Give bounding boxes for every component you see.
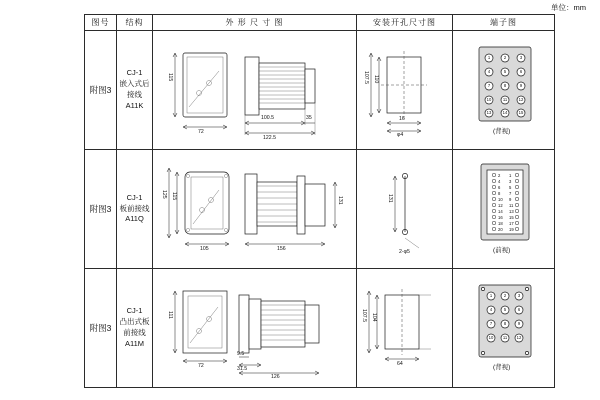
table-row xyxy=(85,31,555,150)
svg-text:9: 9 xyxy=(519,83,523,89)
row2-mounting-drawing xyxy=(357,150,453,269)
svg-text:18: 18 xyxy=(498,221,503,226)
row3-drawing-no: 附图3 xyxy=(85,269,117,388)
svg-text:11: 11 xyxy=(509,203,514,208)
row2-dim-156: 156 xyxy=(277,246,286,252)
svg-text:3: 3 xyxy=(519,55,523,61)
svg-text:14: 14 xyxy=(498,209,503,214)
unit-note: 单位：mm xyxy=(551,3,586,12)
svg-text:2: 2 xyxy=(503,293,507,299)
svg-text:8: 8 xyxy=(498,191,501,196)
row3-terminal-caption: (背视) xyxy=(493,364,511,371)
header-structure: 结构 xyxy=(117,15,153,31)
svg-text:16: 16 xyxy=(498,215,503,220)
row3-mount-107-5: 107.5 xyxy=(361,309,367,322)
row1-mount-16: 16 xyxy=(399,116,405,122)
header-terminal: 端子图 xyxy=(453,15,555,31)
row2-model: CJ-1 xyxy=(126,192,143,202)
row2-outline-drawing xyxy=(153,150,357,269)
row1-outline-drawing xyxy=(153,31,357,150)
row1-dim-100-5: 100.5 xyxy=(261,115,274,121)
dimension-table xyxy=(84,14,555,388)
svg-text:9: 9 xyxy=(517,321,521,327)
svg-text:2: 2 xyxy=(503,55,507,61)
row1-mount-phi4: φ4 xyxy=(397,132,404,138)
svg-text:8: 8 xyxy=(503,83,507,89)
svg-text:7: 7 xyxy=(489,321,493,327)
svg-text:7: 7 xyxy=(509,191,512,196)
svg-text:19: 19 xyxy=(509,227,514,232)
table-row xyxy=(85,150,555,269)
svg-text:6: 6 xyxy=(517,307,521,313)
row3-dim-9-5: 9.5 xyxy=(237,351,245,357)
svg-text:8: 8 xyxy=(503,321,507,327)
svg-text:5: 5 xyxy=(509,185,512,190)
svg-text:10: 10 xyxy=(486,97,492,103)
svg-text:20: 20 xyxy=(498,227,503,232)
row3-terminal-drawing xyxy=(453,269,555,388)
svg-text:1: 1 xyxy=(509,173,512,178)
svg-text:3: 3 xyxy=(517,293,521,299)
svg-text:4: 4 xyxy=(498,179,501,184)
svg-text:13: 13 xyxy=(486,110,492,116)
row1-drawing-no: 附图3 xyxy=(85,31,117,150)
row1-structure xyxy=(117,31,153,150)
row3-mount-104: 104 xyxy=(371,313,377,322)
row2-terminal-caption: (前视) xyxy=(493,247,511,254)
svg-text:3: 3 xyxy=(509,179,512,184)
svg-text:9: 9 xyxy=(509,197,512,202)
row1-terminal-caption: (背视) xyxy=(493,128,511,135)
row2-dim-115: 115 xyxy=(171,192,177,201)
svg-text:2: 2 xyxy=(498,173,501,178)
svg-text:15: 15 xyxy=(509,215,514,220)
row2-structure-text: 板前接线 xyxy=(119,203,150,213)
row3-outline-drawing xyxy=(153,269,357,388)
row1-terminal-drawing xyxy=(453,31,555,150)
svg-text:12: 12 xyxy=(518,97,524,103)
row3-code: A11M xyxy=(124,338,145,348)
svg-text:11: 11 xyxy=(502,97,508,103)
row2-code: A11Q xyxy=(125,214,144,224)
svg-text:4: 4 xyxy=(487,69,491,75)
row3-structure xyxy=(117,269,153,388)
svg-text:1: 1 xyxy=(487,55,491,61)
row3-model: CJ-1 xyxy=(126,306,143,316)
row3-mounting-drawing xyxy=(357,269,453,388)
row2-dim-131: 131 xyxy=(337,196,343,205)
row1-dim-115: 115 xyxy=(167,73,173,82)
row1-model: CJ-1 xyxy=(126,68,143,78)
row1-dim-72: 72 xyxy=(198,129,204,135)
svg-text:12: 12 xyxy=(516,335,522,341)
svg-text:5: 5 xyxy=(503,307,507,313)
row2-dim-105: 105 xyxy=(200,246,209,252)
svg-text:10: 10 xyxy=(498,197,503,202)
row2-drawing-no: 附图3 xyxy=(85,150,117,269)
svg-text:17: 17 xyxy=(509,221,514,226)
row1-mount-107-5: 107.5 xyxy=(363,71,369,84)
row1-code: A11K xyxy=(125,100,144,110)
svg-text:11: 11 xyxy=(502,335,508,341)
row3-dim-72: 72 xyxy=(198,363,204,369)
svg-text:12: 12 xyxy=(498,203,503,208)
svg-text:4: 4 xyxy=(489,307,493,313)
row3-dim-126: 126 xyxy=(271,374,280,380)
row3-dim-111: 111 xyxy=(167,311,173,319)
row2-mount-131: 131 xyxy=(387,194,393,203)
svg-text:1: 1 xyxy=(489,293,493,299)
svg-text:14: 14 xyxy=(502,110,508,116)
row3-structure-text: 凸出式板前接线 xyxy=(119,317,150,337)
row2-structure xyxy=(117,150,153,269)
svg-text:5: 5 xyxy=(503,69,507,75)
header-outline: 外 形 尺 寸 图 xyxy=(153,15,357,31)
svg-text:7: 7 xyxy=(487,83,491,89)
svg-text:6: 6 xyxy=(519,69,523,75)
row2-dim-125: 125 xyxy=(161,190,167,199)
row1-dim-122-5: 122.5 xyxy=(263,135,276,141)
table-row xyxy=(85,269,555,388)
row1-mounting-drawing xyxy=(357,31,453,150)
table-header-row xyxy=(85,15,555,31)
header-drawing-no: 图号 xyxy=(85,15,117,31)
svg-text:10: 10 xyxy=(488,335,494,341)
row1-mount-110: 110 xyxy=(373,75,379,84)
svg-text:6: 6 xyxy=(498,185,501,190)
row3-mount-64: 64 xyxy=(397,361,403,367)
row2-mount-2phi5: 2-φ5 xyxy=(399,249,410,255)
header-mounting: 安装开孔尺寸图 xyxy=(357,15,453,31)
row1-dim-35: 35 xyxy=(306,115,312,121)
svg-text:15: 15 xyxy=(518,110,524,116)
row2-terminal-drawing xyxy=(453,150,555,269)
row3-dim-31-5: 31.5 xyxy=(237,366,248,372)
row1-structure-text: 嵌入式后接线 xyxy=(119,79,150,99)
svg-text:13: 13 xyxy=(509,209,514,214)
